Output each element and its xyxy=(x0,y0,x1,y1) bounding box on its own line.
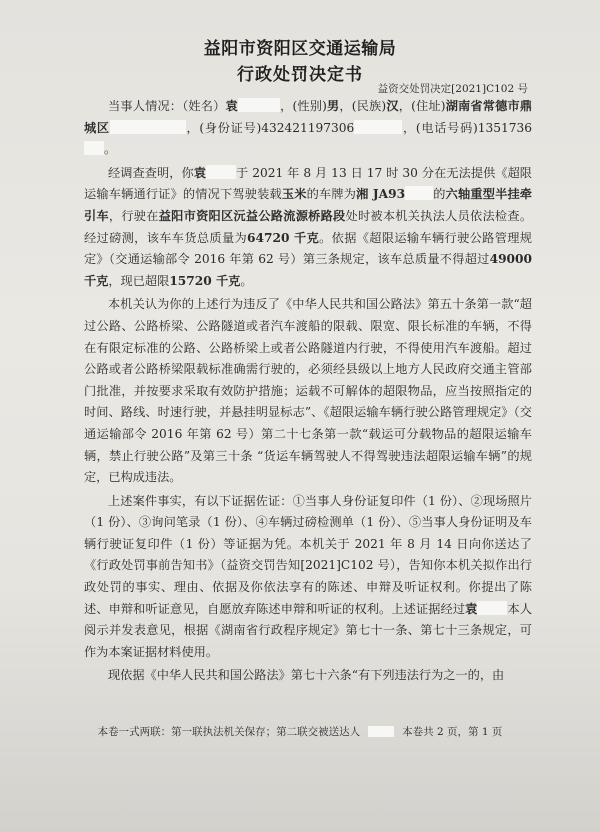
penalty-basis-paragraph: 现依据《中华人民共和国公路法》第七十六条“有下列违法行为之一的，由 xyxy=(108,668,505,683)
redaction-mask xyxy=(238,98,280,112)
footer-page-count: 本卷共 2 页，第 1 页 xyxy=(402,726,503,738)
redaction-mask xyxy=(206,165,236,179)
redaction-mask xyxy=(84,141,104,155)
party-info-paragraph: 当事人情况：（姓名）袁 ，(性别)男，(民族)汉，(住址)湖南省常德市鼎城区 ，(身份证号)432421197306 ，(电话号码)1351736。 xyxy=(84,99,533,157)
evidence-paragraph: 上述案件事实，有以下证据佐证：①当事人身份证复印件（1 份）、②现场照片（1 份）、③询问笔录（1 份）、④车辆过磅检测单（1 份）、⑤当事人身份证明及车辆行驶证复印件（1 份）等证据为凭。本机关于 2021 年 8 月 14 日向你送达了《行政处罚事前告知书》（益资交罚告知[2021]C102 号），告知你本机关拟作出行政处罚的事实、理由、依据及你依法享有的陈述、申辩及听证权利。你提出了陈述、申辩和听证意见，自愿放弃陈述申辩和听证的权利。上述证据经过袁 本人阅示并发表意见，根据《湖南省行政程序规定》第七十一条、第七十三条规定，可作为本案证据材料使用。 xyxy=(84,493,533,659)
redaction-mask xyxy=(354,120,402,134)
redaction-mask xyxy=(368,726,394,737)
investigation-paragraph: 经调查查明，你袁 于 2021 年 8 月 13 日 17 时 30 分在无法提供《超限运输车辆通行证》的情况下驾驶装载玉米的车牌为湘 JA93 的六轴重型半挂牵引车，行驶在益阳市资阳区沅益公路流源桥路段处时被本机关执法人员依法检查。经过磅测，该车车货总质量为64720 千克。依据《超限运输车辆行驶公路管理规定》（交通运输部令 2016 年第 62 号）第三条规定，该车总质量不得超过49000 千克，现已超限15720 千克。 xyxy=(84,165,533,288)
document-body xyxy=(84,96,532,689)
document-number: 益资交处罚决定[2021]C102 号 xyxy=(377,83,528,95)
issuing-authority-title: 益阳市资阳区交通运输局 xyxy=(203,39,397,59)
violation-paragraph: 本机关认为你的上述行为违反了《中华人民共和国公路法》第五十条第一款“超过公路、公路桥梁、公路隧道或者汽车渡船的限载、限宽、限长标准的车辆，不得在有限定标准的公路、公路桥梁上或者公路隧道内行驶，不得使用汽车渡船。超过公路或者公路桥梁限载标准确需行驶的，必须经县级以上地方人民政府交通主管部门批准，并按要求采取有效防护措施；运载不可解体的超限物品，应当按照指定的时间、路线、时速行驶，并悬挂明显标志”、《超限运输车辆行驶公路管理规定》（交通运输部令 2016 年第 62 号）第二十七条第一款“载运可分载物品的超限运输车辆，禁止行驶公路”及第三十条 “货运车辆驾驶人不得驾驶违法超限运输车辆”的规定，已构成违法。 xyxy=(84,297,532,485)
redaction-mask xyxy=(405,186,433,200)
page-footer xyxy=(0,724,600,739)
footer-copies-note: 本卷一式两联：第一联执法机关保存；第二联交被送达人 xyxy=(97,726,361,738)
document-title: 行政处罚决定书 xyxy=(237,65,363,85)
redaction-mask xyxy=(477,601,507,615)
redaction-mask xyxy=(110,120,186,134)
